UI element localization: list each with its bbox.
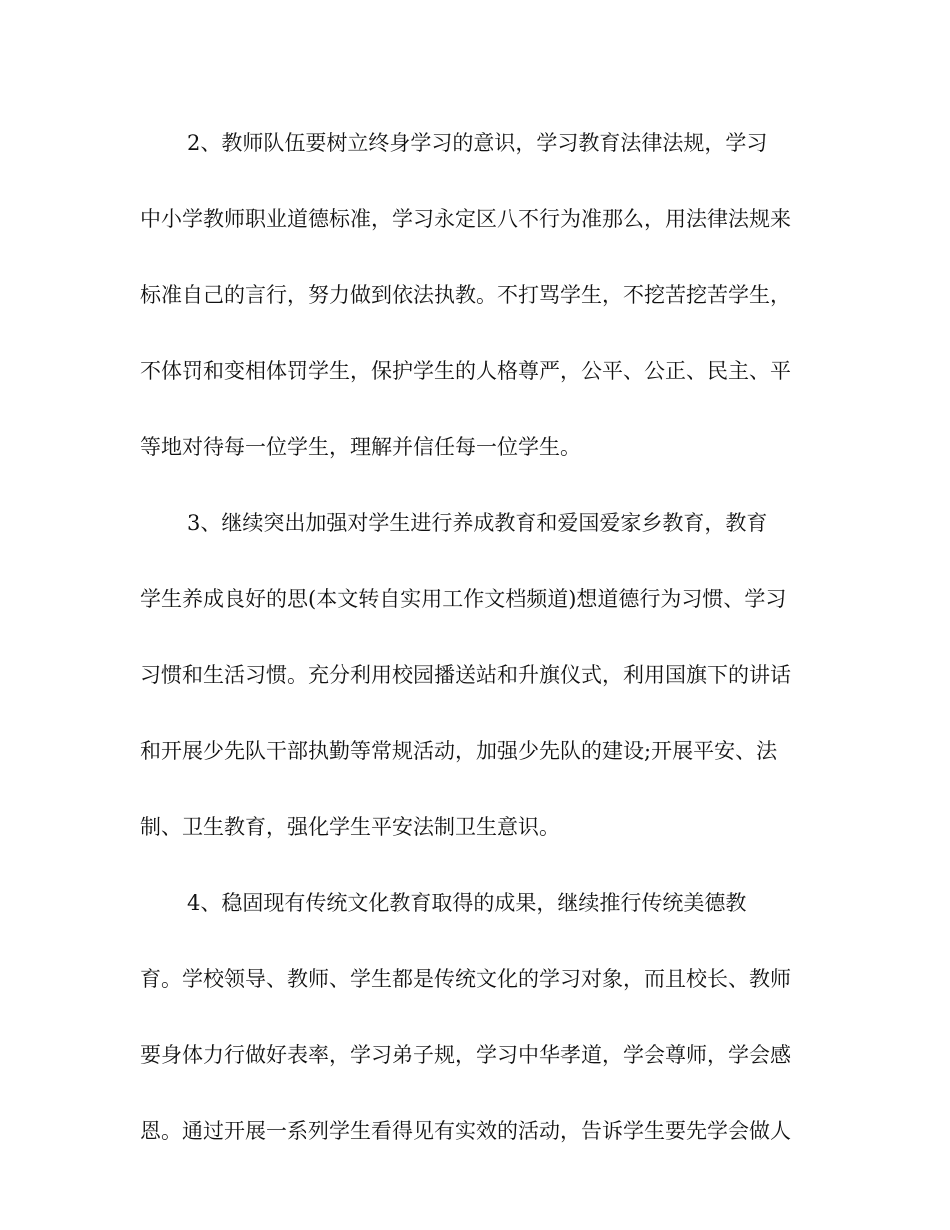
paragraph-4-line-4: 恩。通过开展一系列学生看得见有实效的活动，告诉学生要先学会做人 bbox=[140, 1119, 791, 1143]
paragraph-4-line-2: 育。学校领导、教师、学生都是传统文化的学习对象，而且校长、教师 bbox=[140, 967, 791, 991]
paragraph-3-line-2: 学生养成良好的思(本文转自实用工作文档频道)想道德行为习惯、学习 bbox=[140, 587, 787, 611]
paragraph-2-line-4: 不体罚和变相体罚学生，保护学生的人格尊严，公平、公正、民主、平 bbox=[140, 359, 791, 383]
paragraph-2-line-3: 标准自己的言行，努力做到依法执教。不打骂学生，不挖苦挖苦学生， bbox=[140, 283, 791, 307]
paragraph-2-line-2: 中小学教师职业道德标准，学习永定区八不行为准那么，用法律法规来 bbox=[140, 207, 791, 231]
paragraph-2-line-1: 2、教师队伍要树立终身学习的意识，学习教育法律法规，学习 bbox=[187, 131, 768, 155]
paragraph-4-line-1: 4、稳固现有传统文化教育取得的成果，继续推行传统美德教 bbox=[187, 891, 747, 915]
paragraph-4-line-3: 要身体力行做好表率，学习弟子规，学习中华孝道，学会尊师，学会感 bbox=[140, 1043, 791, 1067]
paragraph-3-line-4: 和开展少先队干部执勤等常规活动，加强少先队的建设;开展平安、法 bbox=[140, 739, 778, 763]
paragraph-3-line-1: 3、继续突出加强对学生进行养成教育和爱国爱家乡教育，教育 bbox=[187, 511, 768, 535]
paragraph-3-line-3: 习惯和生活习惯。充分利用校园播送站和升旗仪式，利用国旗下的讲话 bbox=[140, 663, 791, 687]
paragraph-2-line-5: 等地对待每一位学生，理解并信任每一位学生。 bbox=[140, 435, 581, 459]
paragraph-3-line-5: 制、卫生教育，强化学生平安法制卫生意识。 bbox=[140, 815, 560, 839]
